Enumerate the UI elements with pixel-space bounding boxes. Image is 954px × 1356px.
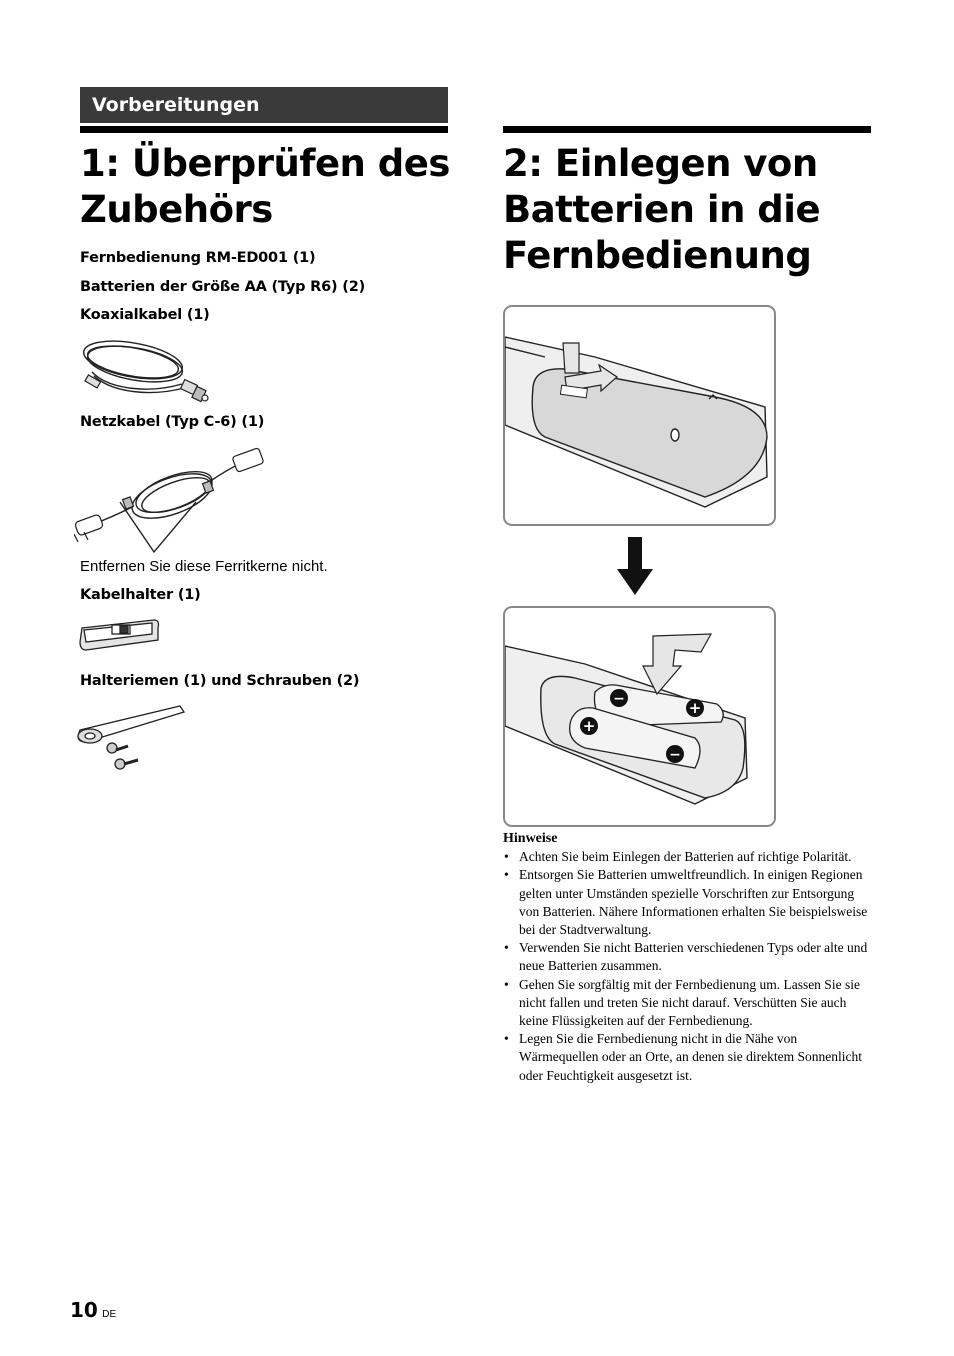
battery-plus-icon xyxy=(580,717,598,735)
ferrite-caption: Entfernen Sie diese Ferritkerne nicht. xyxy=(80,558,328,575)
open-cover-figure xyxy=(503,305,776,526)
list-item: • Legen Sie die Fernbedienung nicht in die Nähe von Wärmequellen oder an Orte, an denen sie direktem Sonnenlicht oder Feuchtigkeit ausgesetzt ist. xyxy=(503,1030,871,1085)
accessories-title xyxy=(80,141,450,233)
battery-title xyxy=(503,141,820,279)
item-cable-holder: Kabelhalter (1) xyxy=(80,587,201,603)
title-line: Batterien in die xyxy=(503,188,821,231)
list-item: • Gehen Sie sorgfältig mit der Fernbedienung um. Lassen Sie sie nicht fallen und treten Sie nicht darauf. Verschütten Sie auch keine Flüssigkeiten auf der Fernbedienung. xyxy=(503,976,871,1031)
list-item: • Achten Sie beim Einlegen der Batterien auf richtige Polarität. xyxy=(503,848,871,866)
section-header: Vorbereitungen xyxy=(80,87,448,123)
battery-minus-icon xyxy=(610,689,628,707)
coax-cable-illustration xyxy=(78,334,218,406)
power-cable-illustration xyxy=(74,442,274,557)
notes-block xyxy=(503,830,871,1085)
title-line: Fernbedienung xyxy=(503,234,812,277)
battery-plus-icon xyxy=(686,699,704,717)
item-coax: Koaxialkabel (1) xyxy=(80,307,210,323)
svg-text:+: + xyxy=(688,699,702,717)
item-remote: Fernbedienung RM-ED001 (1) xyxy=(80,250,316,266)
notes-title: Hinweise xyxy=(503,831,558,846)
title-line: Zubehörs xyxy=(80,188,273,231)
page-number: 10 xyxy=(70,1298,98,1322)
item-power-cable: Netzkabel (Typ C-6) (1) xyxy=(80,414,265,430)
battery-minus-icon xyxy=(666,745,684,763)
cable-holder-illustration xyxy=(78,616,162,656)
list-item: • Verwenden Sie nicht Batterien verschiedenen Typs oder alte und neue Batterien zusammen. xyxy=(503,939,871,975)
page-footer xyxy=(70,1298,116,1322)
section-rule-left xyxy=(80,126,448,133)
notes-list xyxy=(503,848,871,1085)
language-code: DE xyxy=(102,1309,117,1320)
list-item: • Entsorgen Sie Batterien umweltfreundlich. In einigen Regionen gelten unter Umständen spezielle Vorschriften zur Entsorgung von Batterien. Nähere Informationen erhalten Sie beispielsweise bei der Stadtverwaltung. xyxy=(503,866,871,939)
strap-screws-illustration xyxy=(76,702,188,774)
insert-batteries-figure xyxy=(503,606,776,827)
svg-text:+: + xyxy=(582,717,596,735)
down-arrow-icon xyxy=(617,537,653,595)
item-strap-screws: Halteriemen (1) und Schrauben (2) xyxy=(80,673,360,689)
svg-text:−: − xyxy=(613,691,625,707)
svg-text:−: − xyxy=(669,747,681,763)
item-batteries: Batterien der Größe AA (Typ R6) (2) xyxy=(80,279,366,295)
section-rule-right xyxy=(503,126,871,133)
title-line: 1: Überprüfen des xyxy=(80,142,450,185)
title-line: 2: Einlegen von xyxy=(503,142,818,185)
